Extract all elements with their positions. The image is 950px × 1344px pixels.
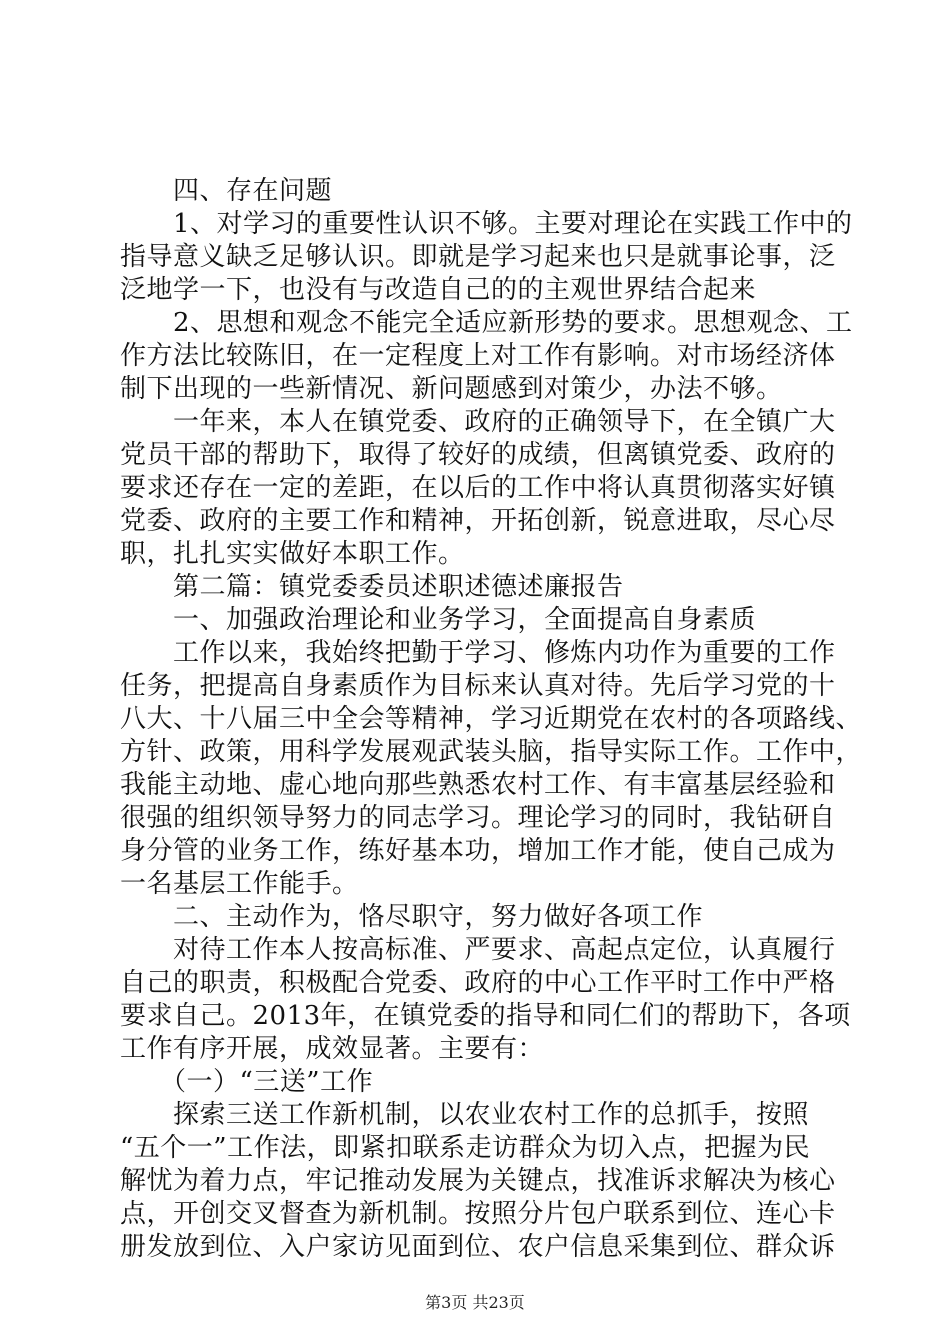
text-line: 工作有序开展，成效显著。主要有：	[120, 1034, 545, 1064]
text-line: 四、存在问题	[120, 176, 333, 206]
text-line: 职，扎扎实实做好本职工作。	[120, 539, 465, 569]
text-line: （一）“三送”工作	[120, 1067, 374, 1097]
text-line: 册发放到位、入户家访见面到位、农户信息采集到位、群众诉	[120, 1232, 836, 1262]
text-line: 八大、十八届三中全会等精神，学习近期党在农村的各项路线、	[120, 704, 863, 734]
text-line: 一、加强政治理论和业务学习，全面提高自身素质	[120, 605, 757, 635]
text-line: 要求自己。2013年，在镇党委的指导和同仁们的帮助下，各项	[120, 1001, 851, 1031]
text-line: 一年来，本人在镇党委、政府的正确领导下，在全镇广大	[120, 407, 836, 437]
text-line: 很强的组织领导努力的同志学习。理论学习的同时，我钻研自	[120, 803, 836, 833]
text-line: 一名基层工作能手。	[120, 869, 359, 899]
text-line: 任务，把提高自身素质作为目标来认真对待。先后学习党的十	[120, 671, 836, 701]
text-line: 泛地学一下，也没有与改造自己的的主观世界结合起来	[120, 275, 757, 305]
text-line: 要求还存在一定的差距，在以后的工作中将认真贯彻落实好镇	[120, 473, 836, 503]
text-line: 解忧为着力点，牢记推动发展为关键点，找准诉求解决为核心	[120, 1166, 836, 1196]
text-line: 对待工作本人按高标准、严要求、高起点定位，认真履行	[120, 935, 836, 965]
text-line: 作方法比较陈旧，在一定程度上对工作有影响。对市场经济体	[120, 341, 836, 371]
text-line: 二、主动作为，恪尽职守，努力做好各项工作	[120, 902, 704, 932]
page-number-footer: 第3页 共23页	[425, 1293, 525, 1312]
text-line: 制下出现的一些新情况、新问题感到对策少，办法不够。	[120, 374, 783, 404]
text-line: 点，开创交叉督查为新机制。按照分片包户联系到位、连心卡	[120, 1199, 836, 1229]
text-line: 党员干部的帮助下，取得了较好的成绩，但离镇党委、政府的	[120, 440, 836, 470]
section-heading: 第二篇：镇党委委员述职述德述廉报告	[120, 572, 624, 602]
text-line: 指导意义缺乏足够认识。即就是学习起来也只是就事论事，泛	[120, 242, 836, 272]
text-line: 工作以来，我始终把勤于学习、修炼内功作为重要的工作	[120, 638, 836, 668]
text-line: 2、思想和观念不能完全适应新形势的要求。思想观念、工	[120, 308, 853, 338]
text-line: 方针、政策，用科学发展观武装头脑，指导实际工作。工作中，	[120, 737, 863, 767]
text-line: 探索三送工作新机制，以农业农村工作的总抓手，按照	[120, 1100, 810, 1130]
text-line: 身分管的业务工作，练好基本功，增加工作才能，使自己成为	[120, 836, 836, 866]
text-line: 1、对学习的重要性认识不够。主要对理论在实践工作中的	[120, 209, 853, 239]
text-line: 党委、政府的主要工作和精神，开拓创新，锐意进取，尽心尽	[120, 506, 836, 536]
text-line: 我能主动地、虚心地向那些熟悉农村工作、有丰富基层经验和	[120, 770, 836, 800]
text-line: 自己的职责，积极配合党委、政府的中心工作平时工作中严格	[120, 968, 836, 998]
text-line: “五个一”工作法，即紧扣联系走访群众为切入点，把握为民	[120, 1133, 811, 1163]
